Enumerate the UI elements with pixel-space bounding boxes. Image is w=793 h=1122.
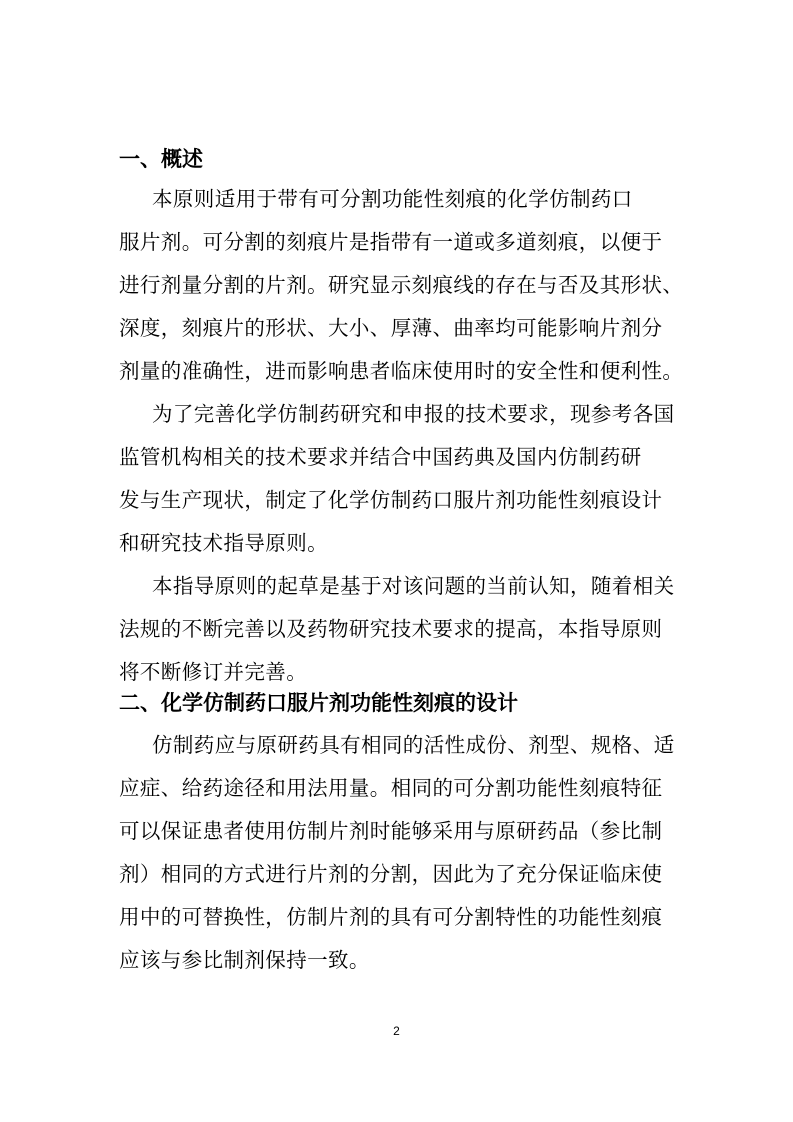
paragraph-line: 应症、给药途径和用法用量。相同的可分割功能性刻痕特征 (119, 776, 663, 800)
paragraph-line: 进行剂量分割的片剂。研究显示刻痕线的存在与否及其形状、 (119, 273, 684, 297)
page-number: 2 (393, 1024, 400, 1038)
paragraph-line: 剂）相同的方式进行片剂的分割，因此为了充分保证临床使 (119, 862, 663, 886)
paragraph-line: 本指导原则的起草是基于对该问题的当前认知，随着相关 (152, 574, 675, 598)
paragraph-line: 将不断修订并完善。 (119, 660, 308, 684)
paragraph-line: 仿制药应与原研药具有相同的活性成份、剂型、规格、适 (152, 733, 675, 757)
paragraph-line: 深度，刻痕片的形状、大小、厚薄、曲率均可能影响片剂分 (119, 316, 663, 340)
paragraph-line: 和研究技术指导原则。 (119, 531, 328, 555)
paragraph-line: 为了完善化学仿制药研究和申报的技术要求，现参考各国 (152, 402, 675, 426)
section-heading-design: 二、化学仿制药口服片剂功能性刻痕的设计 (119, 691, 518, 715)
paragraph-line: 服片剂。可分割的刻痕片是指带有一道或多道刻痕，以便于 (119, 230, 663, 254)
paragraph-line: 可以保证患者使用仿制片剂时能够采用与原研药品（参比制 (119, 819, 663, 843)
paragraph-line: 发与生产现状，制定了化学仿制药口服片剂功能性刻痕设计 (119, 488, 663, 512)
paragraph-line: 监管机构相关的技术要求并结合中国药典及国内仿制药研 (119, 445, 642, 469)
paragraph-line: 用中的可替换性，仿制片剂的具有可分割特性的功能性刻痕 (119, 905, 663, 929)
section-heading-overview: 一、概述 (119, 147, 203, 171)
paragraph-line: 本原则适用于带有可分割功能性刻痕的化学仿制药口 (152, 187, 633, 211)
paragraph-line: 应该与参比制剂保持一致。 (119, 948, 370, 972)
paragraph-line: 剂量的准确性，进而影响患者临床使用时的安全性和便利性。 (119, 359, 684, 383)
paragraph-line: 法规的不断完善以及药物研究技术要求的提高，本指导原则 (119, 617, 663, 641)
